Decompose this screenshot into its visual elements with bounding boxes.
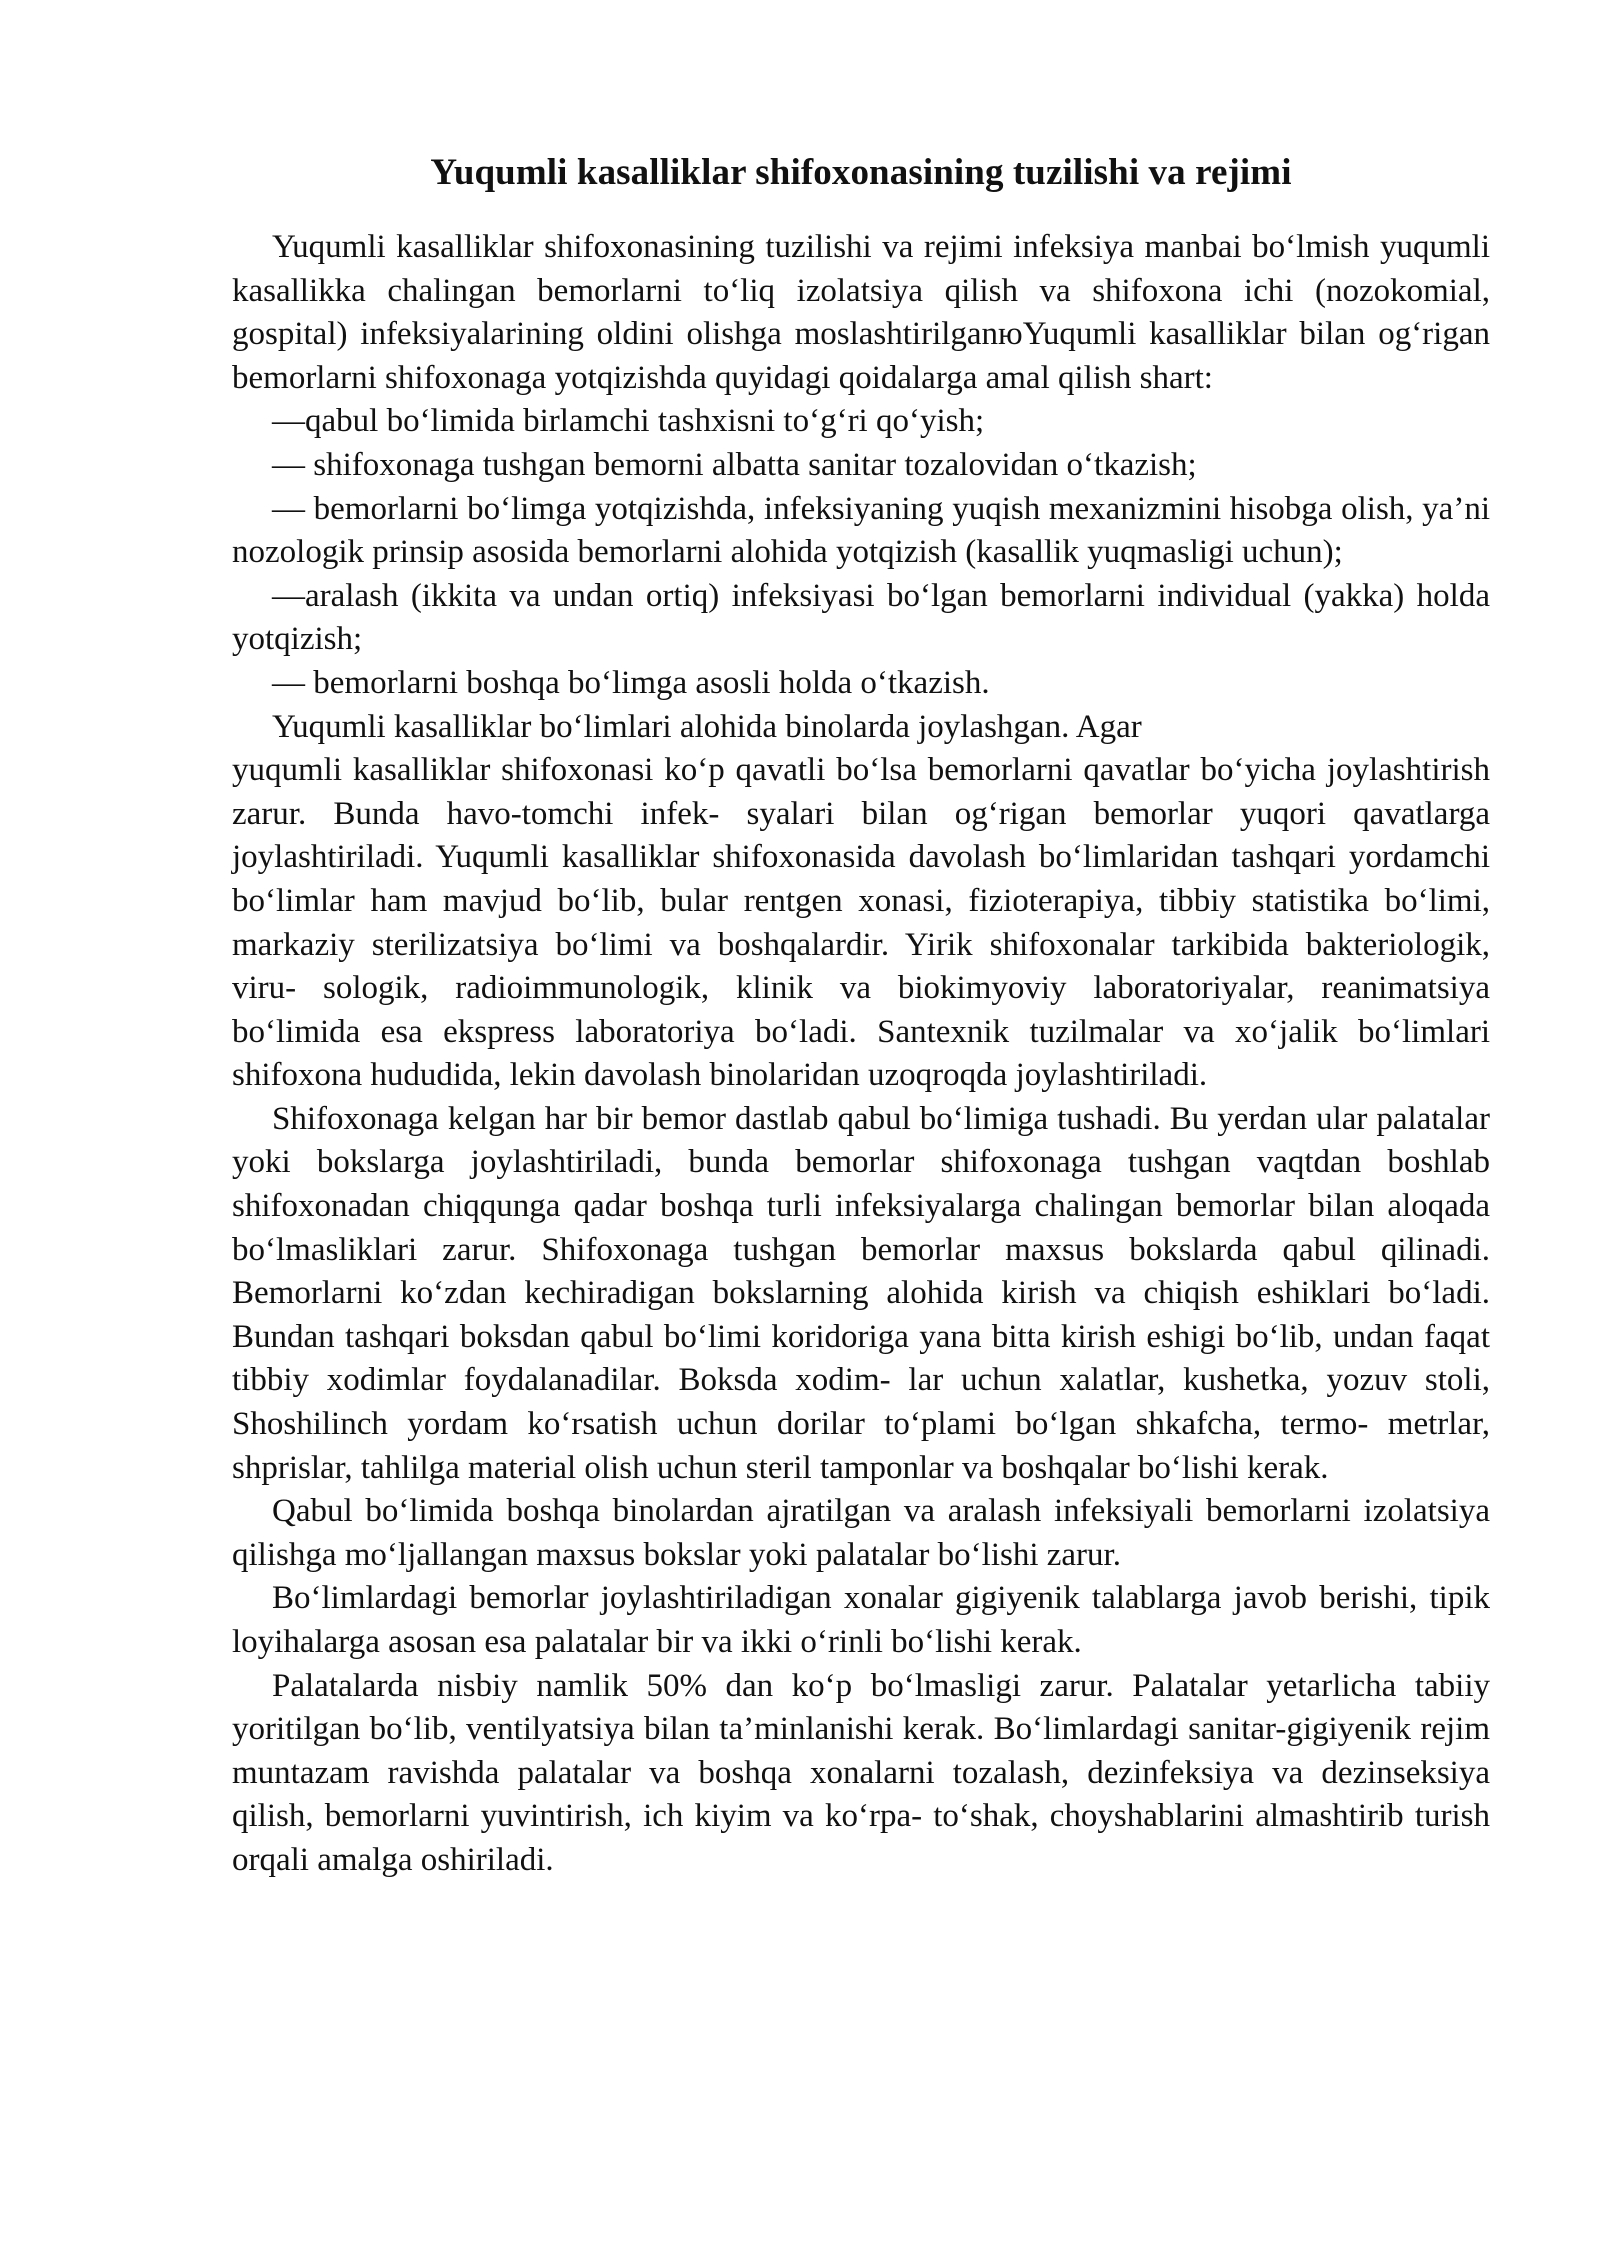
list-item-rule-3: — bemorlarni bo‘limga yotqizishda, infeksiyaning yuqish mexanizmini hisobga olish, ya’ni nozologik prinsip asosida bemorlarni alohida yotqizish (kasallik yuqmasligi uchun); (232, 490, 1490, 571)
document-page (232, 150, 1490, 1883)
paragraph-intro: Yuqumli kasalliklar shifoxonasining tuzilishi va rejimi infeksiya manbai bo‘lmish yuqumli kasallikka chalingan bemorlarni to‘liq izolatsiya qilish va shifoxona ichi (nozokomial, gospital) infeksiyalarining oldini olishga moslashtirilganюYuqumli kasalliklar bilan og‘rigan bemorlarni shifoxonaga yotqizishda quyidagi qoidalarga amal qilish shart: (232, 229, 1490, 396)
paragraph-admission: Shifoxonaga kelgan har bir bemor dastlab qabul bo‘limiga tushadi. Bu yerdan ular palatalar yoki bokslarga joylashtiriladi, bunda bemorlar shifoxonaga tushgan vaqtdan boshlab shifoxonadan chiqqunga qadar boshqa turli infeksiyalarga chalingan bemorlar bilan aloqada bo‘lmasliklari zarur. Shifoxonaga tushgan bemorlar maxsus bokslarda qabul qilinadi. Bemorlarni ko‘zdan kechiradigan bokslarning alohida kirish va chiqish eshiklari bo‘ladi. Bundan tashqari boksdan qabul bo‘limi koridoriga yana bitta kirish eshigi bo‘lib, undan faqat tibbiy xodimlar foydalanadilar. Boksda xodim- lar uchun xalatlar, kushetka, yozuv stoli, Shoshilinch yordam ko‘rsatish uchun dorilar to‘plami bo‘lgan shkafcha, termo- metrlar, shprislar, tahlilga material olish uchun steril tamponlar va boshqalar bo‘lishi kerak. (232, 1100, 1490, 1486)
list-item-rule-4: —aralash (ikkita va undan ortiq) infeksiyasi bo‘lgan bemorlarni individual (yakka) holda yotqizish; (232, 577, 1490, 658)
document-title: Yuqumli kasalliklar shifoxonasining tuzilishi va rejimi (430, 152, 1292, 193)
list-item-rule-2: — shifoxonaga tushgan bemorni albatta sanitar tozalovidan o‘tkazish; (272, 446, 1197, 483)
paragraph-reception-boxes: Qabul bo‘limida boshqa binolardan ajratilgan va aralash infeksiyali bemorlarni izolatsiya qilishga mo‘ljallangan maxsus bokslar yoki palatalar bo‘lishi zarur. (232, 1493, 1490, 1573)
paragraph-departments: yuqumli kasalliklar shifoxonasi ko‘p qavatli bo‘lsa bemorlarni qavatlar bo‘yicha joylashtirish zarur. Bunda havo-tomchi infek- syalari bilan og‘rigan bemorlar yuqori qavatlarga joylashtiriladi. Yuqumli kasalliklar shifoxonasida davolash bo‘limlaridan tashqari yordamchi bo‘limlar ham mavjud bo‘lib, bular rentgen xonasi, fizioterapiya, tibbiy statistika bo‘limi, markaziy sterilizatsiya bo‘limi va boshqalardir. Yirik shifoxonalar tarkibida bakteriologik, viru- sologik, radioimmunologik, klinik va biokimyoviy laboratoriyalar, reanimatsiya bo‘limida esa ekspress laboratoriya bo‘ladi. Santexnik tuzilmalar va xo‘jalik bo‘limlari shifoxona hududida, lekin davolash binolaridan uzoqroqda joylashtiriladi. (232, 752, 1490, 1094)
list-item-rule-5: — bemorlarni boshqa bo‘limga asosli holda o‘tkazish. (272, 664, 990, 701)
list-item-rule-1: —qabul bo‘limida birlamchi tashxisni to‘g‘ri qo‘yish; (272, 403, 985, 440)
paragraph-departments-lead: Yuqumli kasalliklar bo‘limlari alohida binolarda joylashgan. Agar (272, 708, 1142, 745)
paragraph-humidity: Palatalarda nisbiy namlik 50% dan ko‘p bo‘lmasligi zarur. Palatalar yetarlicha tabiiy yoritilgan bo‘lib, ventilyatsiya bilan ta’minlanishi kerak. Bo‘limlardagi sanitar-gigiyenik rejim muntazam ravishda palatalar va boshqa xonalarni tozalash, dezinfeksiya va dezinseksiya qilish, bemorlarni yuvintirish, ich kiyim va ko‘rpa- to‘shak, choyshablarini almashtirib turish orqali amalga oshiriladi. (232, 1667, 1490, 1878)
paragraph-wards: Bo‘limlardagi bemorlar joylashtiriladigan xonalar gigiyenik talablarga javob berishi, tipik loyihalarga asosan esa palatalar bir va ikki o‘rinli bo‘lishi kerak. (232, 1580, 1490, 1660)
